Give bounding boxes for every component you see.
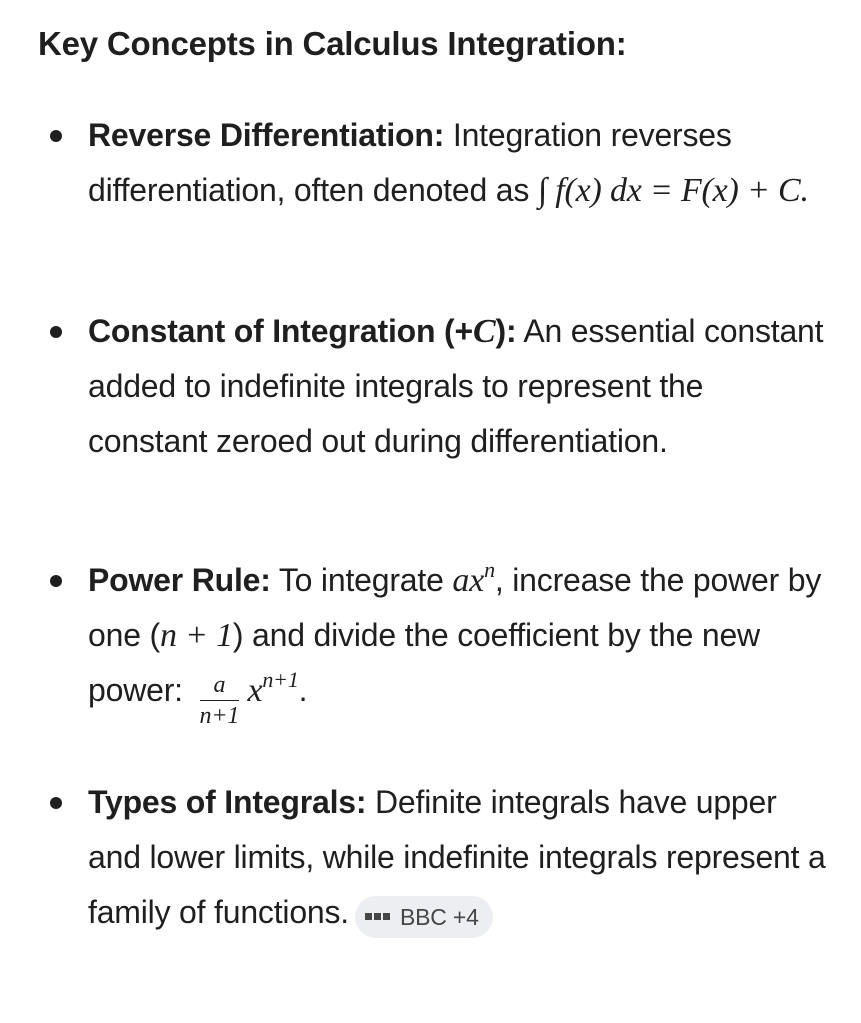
list-item-power-rule: Power Rule: To integrate $ax^n$, increase the power by one (n + 1) and divide the coefficient by the new power: $\frac{a}{n+1}$ $x^{n+1}$. (88, 553, 828, 728)
item-text: Definite integrals have upper and lower limits, while indefinite integrals represent a family of functions. (88, 784, 826, 930)
integral-formula: ∫ f(x) dx = F(x) + C. (537, 172, 809, 209)
bbc-logo-icon (365, 913, 390, 920)
item-title: Reverse Differentiation: (88, 117, 445, 153)
source-chip[interactable] (355, 896, 493, 938)
item-text: Integration reverses differentiation, often denoted as (88, 117, 732, 208)
item-title: Constant of Integration (+C): (88, 313, 517, 350)
bullet-icon (50, 575, 62, 587)
bullet-icon (50, 130, 62, 142)
power-expression: $ax^n$ (452, 557, 495, 599)
constant-symbol: C (473, 313, 496, 350)
new-power-expression: $x^{n+1}$ (247, 667, 299, 709)
list-item-constant-of-integration (88, 304, 828, 469)
coefficient-fraction: $\frac{a}{n+1}$ (199, 672, 240, 729)
bullet-icon (50, 797, 62, 809)
source-chip-label: BBC +4 (400, 903, 479, 930)
page-heading: Key Concepts in Calculus Integration: (38, 25, 627, 62)
item-title: Types of Integrals: (88, 784, 367, 820)
power-increment: n + 1 (159, 617, 233, 654)
item-text: An essential constant added to indefinite integrals to represent the constant zeroed out during differentiation. (88, 313, 824, 459)
bullet-icon (50, 326, 62, 338)
list-item-types-of-integrals (88, 775, 828, 940)
list-item-reverse-differentiation (88, 108, 828, 218)
item-title: Power Rule: (88, 562, 271, 598)
